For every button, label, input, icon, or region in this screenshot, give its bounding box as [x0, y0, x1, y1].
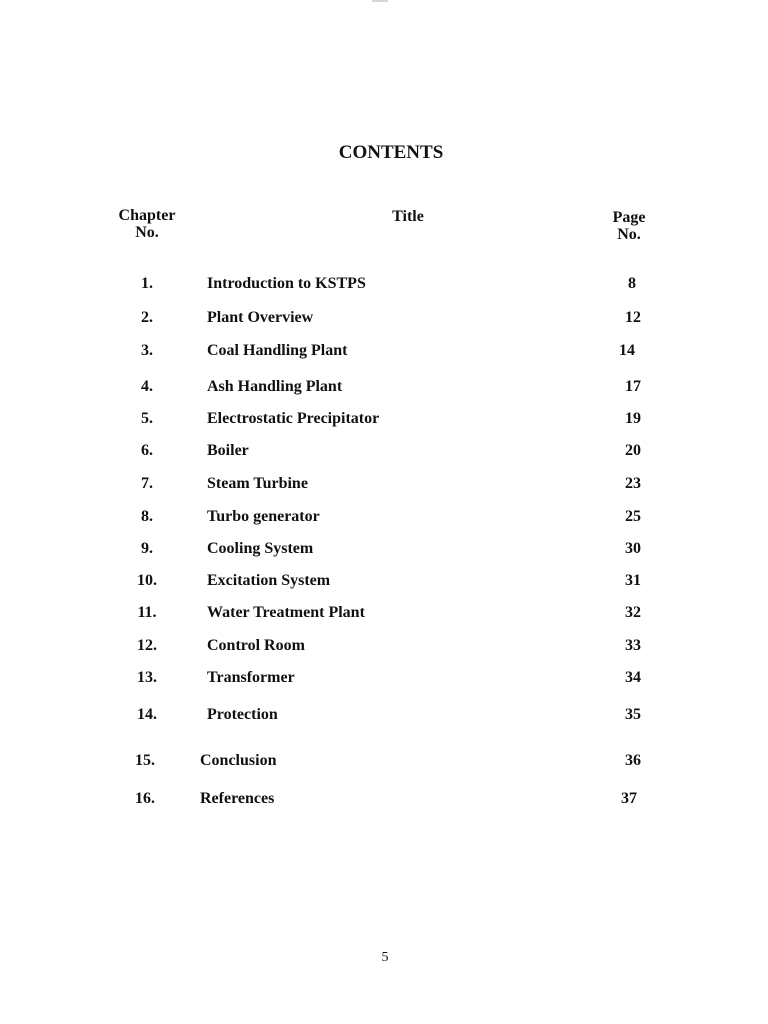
toc-entry-number: 4. [141, 378, 153, 395]
toc-entry-title: Protection [207, 706, 278, 723]
toc-entry-page: 25 [625, 508, 641, 525]
toc-entry-title: Water Treatment Plant [207, 604, 365, 621]
toc-entry-number: 6. [141, 442, 153, 459]
toc-entry-number: 15. [135, 752, 155, 769]
toc-entry-number: 11. [137, 604, 157, 621]
toc-entry-title: Plant Overview [207, 309, 314, 326]
toc-entry-page: 34 [625, 669, 641, 686]
toc-entry [0, 752, 768, 772]
toc-entry [0, 572, 768, 592]
toc-entry-title: Transformer [207, 669, 295, 686]
toc-entry-number: 12. [137, 637, 157, 654]
toc-entry-page: 32 [625, 604, 641, 621]
toc-entry-number: 2. [141, 309, 153, 326]
toc-entry-number: 1. [141, 275, 153, 292]
toc-entry-number: 10. [137, 572, 157, 589]
column-header-page: Page No. [612, 209, 646, 243]
toc-entry [0, 410, 768, 430]
toc-entry-number: 9. [141, 540, 153, 557]
toc-entry-title: Steam Turbine [207, 475, 308, 492]
toc-entry-page: 35 [625, 706, 641, 723]
column-header-title: Title [392, 208, 424, 225]
toc-entry [0, 475, 768, 495]
toc-entry [0, 508, 768, 528]
toc-entry-title: References [200, 790, 275, 807]
toc-entry [0, 604, 768, 624]
toc-entry-page: 36 [625, 752, 641, 769]
page-number: 5 [381, 950, 389, 965]
toc-entry-page: 14 [619, 342, 635, 359]
toc-entry-page: 33 [625, 637, 641, 654]
toc-entry [0, 378, 768, 398]
toc-entry-page: 20 [625, 442, 641, 459]
toc-entry [0, 637, 768, 657]
toc-entry [0, 669, 768, 689]
toc-entry-number: 3. [141, 342, 153, 359]
toc-entry-page: 31 [625, 572, 641, 589]
toc-entry-title: Boiler [207, 442, 249, 459]
toc-entry-number: 16. [135, 790, 155, 807]
toc-entry-title: Cooling System [207, 540, 314, 557]
toc-entry-title: Excitation System [207, 572, 331, 589]
toc-entry-title: Ash Handling Plant [207, 378, 343, 395]
toc-entry [0, 309, 768, 329]
toc-entry-title: Conclusion [200, 752, 277, 769]
toc-entry-title: Control Room [207, 637, 305, 654]
toc-entry-page: 30 [625, 540, 641, 557]
toc-entry [0, 790, 768, 810]
toc-entry-number: 7. [141, 475, 153, 492]
toc-entry [0, 706, 768, 726]
toc-entry [0, 442, 768, 462]
toc-entry-number: 8. [141, 508, 153, 525]
toc-entry-title: Electrostatic Precipitator [207, 410, 380, 427]
column-header-chapter: Chapter No. [118, 207, 176, 241]
toc-entry-title: Introduction to KSTPS [207, 275, 366, 292]
toc-entry-page: 8 [628, 275, 636, 292]
toc-entry-number: 13. [137, 669, 157, 686]
toc-entry-page: 37 [621, 790, 637, 807]
toc-entry-page: 23 [625, 475, 641, 492]
toc-entry-number: 5. [141, 410, 153, 427]
toc-entry-title: Turbo generator [207, 508, 320, 525]
toc-entry [0, 540, 768, 560]
toc-entry [0, 342, 768, 362]
scan-mark [372, 0, 388, 2]
toc-entry-title: Coal Handling Plant [207, 342, 348, 359]
contents-heading: CONTENTS [338, 142, 444, 163]
toc-entry-number: 14. [137, 706, 157, 723]
toc-entry-page: 19 [625, 410, 641, 427]
toc-entry-page: 12 [625, 309, 641, 326]
toc-entry [0, 275, 768, 295]
toc-entry-page: 17 [625, 378, 641, 395]
